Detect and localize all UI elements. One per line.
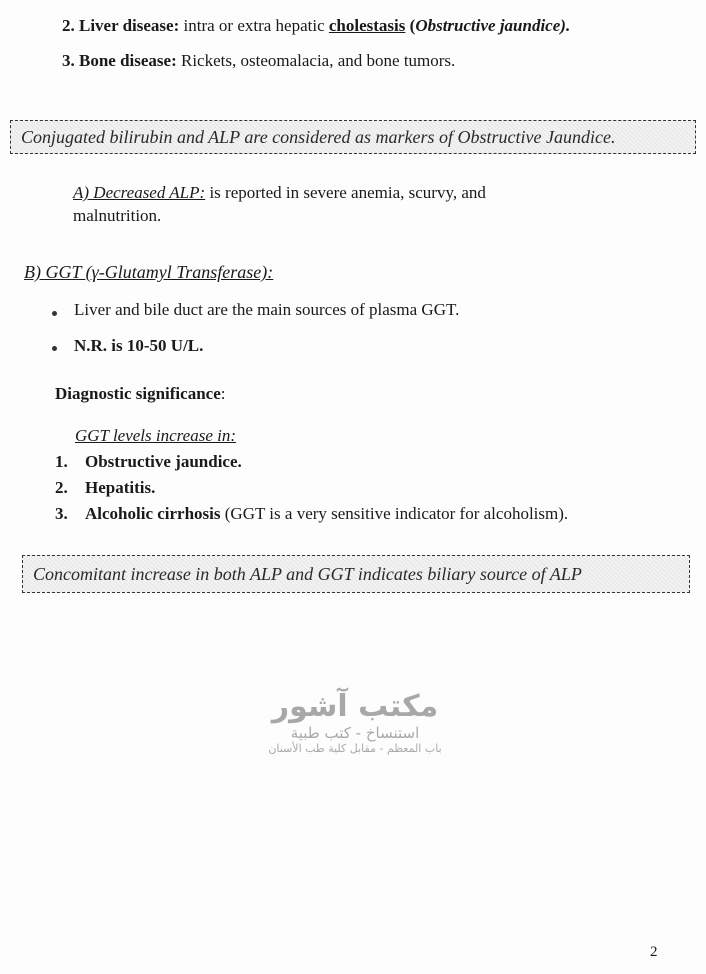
note-box-text: Conjugated bilirubin and ALP are considered as markers of Obstructive Jaundice.	[21, 127, 616, 147]
stamp-line1: مكتب آشور	[271, 689, 439, 724]
ggt-bullet-normal-range: N.R. is 10-50 U/L.	[74, 336, 204, 355]
ggt-heading: B) GGT (γ-Glutamyl Transferase):	[24, 262, 274, 282]
decreased-alp-paragraph	[73, 180, 655, 206]
note-box-text: Concomitant increase in both ALP and GGT indicates biliary source of ALP	[33, 564, 582, 584]
note-box-markers	[10, 120, 696, 154]
cause-title: Bone disease:	[79, 51, 177, 70]
diagnostic-significance-label: Diagnostic significance	[55, 384, 221, 403]
list-number: 3.	[55, 504, 68, 523]
list-number: 1.	[55, 452, 68, 471]
colon: :	[220, 384, 226, 403]
ggt-list-item	[55, 452, 242, 472]
list-bold-text: Obstructive jaundice.	[85, 452, 242, 471]
cause-text: Rickets, osteomalacia, and bone tumors.	[176, 51, 456, 70]
ggt-increase-heading: GGT levels increase in:	[75, 426, 236, 445]
list-number: 2.	[55, 478, 68, 497]
cause-text: intra or extra hepatic	[179, 16, 329, 35]
page-number: 2	[650, 944, 658, 960]
list-rest-text: (GGT is a very sensitive indicator for alcoholism).	[220, 504, 569, 523]
decreased-alp-label: A) Decreased ALP:	[73, 183, 206, 202]
decreased-alp-line1: is reported in severe anemia, scurvy, and	[205, 183, 486, 202]
stamp-line2: استنساخ - كتب طبية	[290, 724, 420, 742]
bullet-icon	[52, 311, 57, 316]
list-bold-text: Hepatitis.	[85, 478, 156, 497]
bullet-icon	[52, 346, 57, 351]
note-box-biliary	[22, 555, 690, 593]
cause-liver-disease	[62, 16, 570, 36]
cause-number: 2.	[62, 16, 75, 35]
obstructive-jaundice-term: Obstructive jaundice).	[415, 16, 571, 35]
cholestasis-term: cholestasis	[328, 16, 406, 35]
cause-title: Liver disease:	[79, 16, 180, 35]
decreased-alp-line2: malnutrition.	[73, 206, 162, 225]
stamp-line3: باب المعظم - مقابل كلية طب الأسنان	[268, 742, 442, 755]
ggt-list-item	[55, 478, 155, 498]
cause-bone-disease	[62, 51, 455, 71]
shop-stamp	[250, 690, 460, 770]
ggt-bullet-sources: Liver and bile duct are the main sources of plasma GGT.	[74, 300, 460, 319]
diagnostic-significance-heading	[55, 384, 225, 404]
list-bold-text: Alcoholic cirrhosis	[85, 504, 221, 523]
paren: (	[405, 16, 416, 35]
ggt-list-item	[55, 504, 568, 524]
cause-number: 3.	[62, 51, 75, 70]
